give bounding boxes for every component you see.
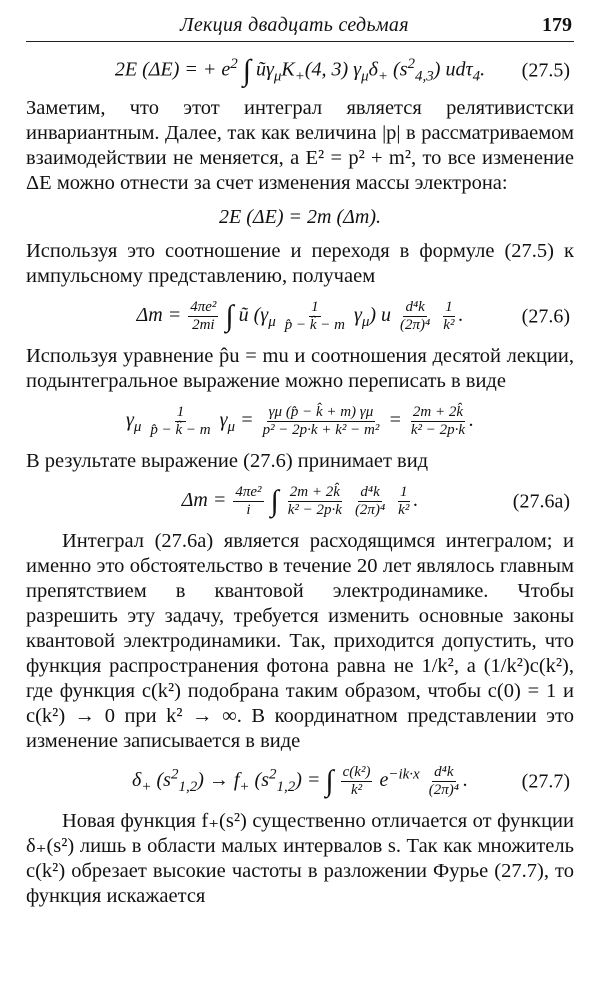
page <box>26 14 574 909</box>
paragraph: Заметим, что этот интеграл является релятивистски инвариантным. Далее, так как величина |p| в рассматриваемом взаимодействии не меняется, а E² = p² + m², то все изменение ΔE можно отнести за счет изменения массы электрона: <box>26 97 574 195</box>
page-number: 179 <box>542 14 572 36</box>
equation-27-7: $\delta_+$ $(s^2_{1,2}) \to f_+$ $(s^2_{1,2})$ = ∫ $\frac{\text{c(k²)}}{\text{k²}}$ $e^{-ik\cdot x}$ $\frac{\text{d⁴k}}{\text{(2π)⁴}}$ . (27.7) <box>132 764 570 799</box>
running-header <box>26 14 574 42</box>
equation-integrand: $\gamma_\mu$ $\frac{1}{p̂ - k̂ - m}$ $\gamma_\mu$ = $\frac{\gamma\mu (p̂ - k̂ + m) \gamma\mu}{\text{p² − 2p·k + k² − m²}}$ = $\frac{2m + 2k̂}{\text{k² − 2p·k}}$ . <box>125 404 475 439</box>
equation-number: (27.6a) <box>512 490 570 513</box>
equation-27-6: Δm = $\frac{\text{4πe²}}{2mi}$ ∫ ũ ($\gamma_\mu$ $\frac{1}{p̂ - k̂ - m}$ $\gamma_\mu$) u $\frac{\text{d⁴k}}{\text{(2π)⁴}}$ $\frac{1}{\text{k²}}$ . (27.6) <box>136 299 570 334</box>
equation-27-6a: Δm = $\frac{\text{4πe²}}{i}$ ∫ $\frac{2m + 2k̂}{\text{k² − 2p·k}}$ $\frac{\text{d⁴k}}{\text{(2π)⁴}}$ $\frac{1}{\text{k²}}$ . (27.6a) <box>181 484 570 519</box>
paragraph: В результате выражение (27.6) принимает вид <box>26 450 429 473</box>
paragraph: Интеграл (27.6a) является расходящимся интегралом; и именно это обстоятельство в течение 20 лет являлось главным препятствием в квантовой электродинамике. Чтобы разрешить эту задачу, требуется изменить основные законы квантовой электродинамики. Так, приходится допустить, что функция распространения фотона равна не 1/k², а (1/k²)c(k²), где функция c(k²) подобрана таким образом, чтобы c(0) = 1 и c(k²) → 0 при k² → ∞. В координатном представлении это изменение записывается в виде <box>26 530 574 753</box>
paragraph: Новая функция f₊(s²) существенно отличается от функции δ₊(s²) лишь в области малых интервалов s. Так как множитель c(k²) обрезает высокие частоты в разложении Фурье (27.7), то функция искажается <box>26 810 574 908</box>
equation-number: (27.5) <box>521 59 570 82</box>
equation-number: (27.7) <box>521 770 570 793</box>
equation-energy-mass: 2E (ΔE) = 2m (Δm). <box>219 206 381 229</box>
paragraph: Используя это соотношение и переходя в формуле (27.5) к импульсному представлению, получаем <box>26 240 574 288</box>
equation-27-5: 2E (ΔE) = + $e^2$ ∫ $ũ\gamma_\mu K_+(4$, 3) $\gamma_\mu\delta_+$ $(s^2_{4,3})$ udτ$_4$. (27.5) <box>114 54 570 88</box>
paragraph: Используя уравнение p̂u = mu и соотношения десятой лекции, подынтегральное выражение можно переписать в виде <box>26 345 574 393</box>
equation-number: (27.6) <box>521 305 570 328</box>
chapter-title: Лекция двадцать седьмая <box>180 14 409 36</box>
